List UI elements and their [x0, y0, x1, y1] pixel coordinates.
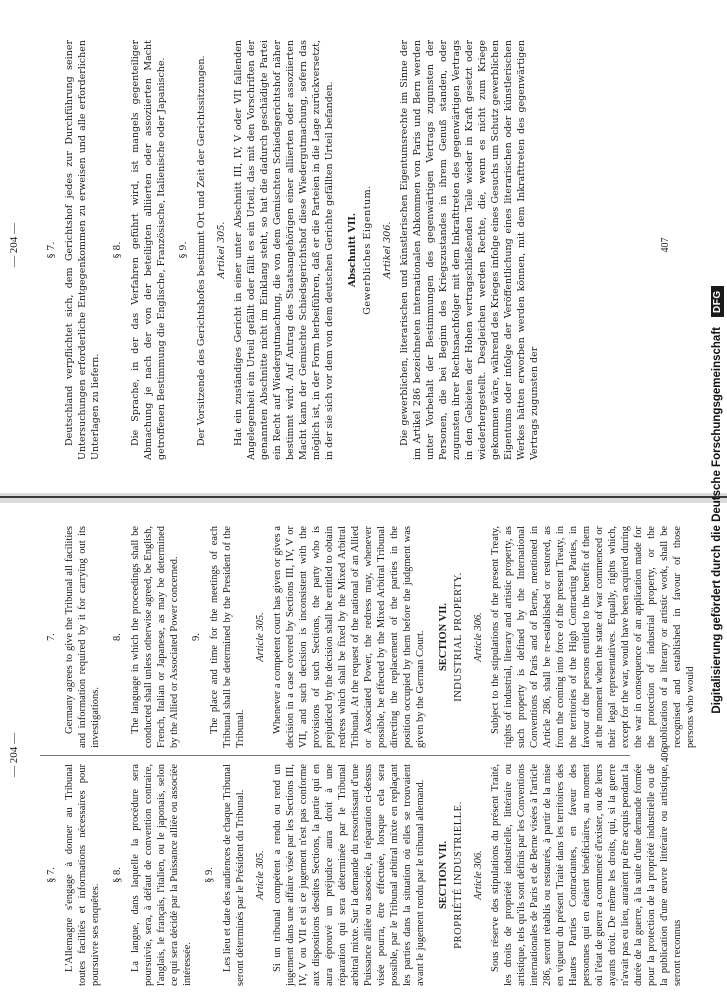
de-section-title: Abschnitt VII.: [347, 212, 358, 288]
en-s9-text: The place and time for the meetings of each Tribunal shall be determined by the President of the Tribunal.: [209, 526, 246, 748]
en-art306-heading: Article 306.: [473, 612, 484, 662]
en-art306-text: Subject to the stipulations of the present Treaty, rights of industrial, literary and artistic property, as such property is defined by the International Conventions of Paris and of Berne, mentioned in Article 286, shall be re-established or restored, as from the coming into force of the present Treaty, in the territories of the High Contracting Parties, in favour of the persons entitled to the benefit of them at the moment when the state of war commenced or their legal representatives. Equally, rights which, except for the war, would have been acquired during the war in consequence of an application made for the protection of industrial property, or the publication of a literary or artistic work, shall be recognised and established in favour of those persons who would: [490, 526, 696, 748]
de-s7-text: Deutschland verpflichtet sich, dem Gerichtshof jedes zur Durchführung seiner Untersuchungen erforderliche Entgegenkommen zu erweisen und alle erforderlichen Unterlagen zu liefern.: [64, 40, 101, 460]
right-footer-number: 407: [660, 237, 671, 253]
de-s7-heading: § 7.: [46, 241, 57, 259]
fr-art305-text: Si un tribunal compétent a rendu ou rend un jugement dans une affaire visée par les Sections III, IV, V ou VII et si ce jugement n'est pas conforme aux dispositions desdites Sections, la partie qui en aura éprouvé un préjudice aura droit à une réparation qui sera déterminée par le Tribunal arbitral mixte. Sur la demande du ressortissant d'une Puissance alliée ou associée, la réparation ci-dessus visée pourra, être effectuée, lorsque cela sera possible, par le Tribunal arbitral mixte en replaçant les parties dans la situation où elles se trouvaient avant le jugement rendu par le tribunal allemand.: [272, 764, 426, 986]
english-column: [36, 526, 704, 748]
de-art305-text: Hat ein zuständiges Gericht in einer unter Abschnitt III, IV, V oder VII fallenden Angelegenheit ein Urteil gefällt oder fällt es ein Urteil, das mit den Vorschriften der genannten Abschnitte nicht im Einklang steht, so hat die dadurch geschädigte Partei ein Recht auf Wiedergutmachung, die von dem Gemischten Schiedsgerichtshof näher bestimmt wird. Auf Antrag des Staatsangehörigen einer alliierten oder assoziierten Macht kann der Gemischte Schiedsgerichtshof diese Wiedergutmachung, sofern das möglich ist, in der Form herbeiführen, daß er die Parteien in die Lage zurückversetzt, in der sie sich vor dem von dem deutschen Gerichte gefällten Urteil befanden.: [233, 40, 335, 460]
page-fold: [0, 496, 727, 498]
en-art305-heading: Article 305.: [255, 612, 266, 662]
de-art305-heading: Artikel 305.: [216, 221, 227, 279]
funding-credit: [707, 0, 727, 1000]
german-column: [36, 40, 548, 460]
left-page: [0, 510, 727, 1000]
left-page-number: — 204 —: [8, 733, 20, 777]
dfg-logo: DFG: [711, 286, 724, 317]
fr-s9-heading: § 9.: [204, 867, 215, 883]
right-page: [0, 0, 727, 490]
fr-s7-text: L'Allemagne s'engage à donner au Tribunal toutes facilités et informations nécessaires pour poursuivre ses enquêtes.: [64, 764, 101, 986]
de-s8-text: Die Sprache, in der das Verfahren geführt wird, ist mangels gegenteiliger Abmachung je nach der von der beteiligten alliierten oder assoziierten Macht getroffenen Bestimmung die Englische, Französische, Italienische oder Japanische.: [130, 40, 167, 460]
page-gutter: [0, 493, 727, 503]
de-s8-heading: § 8.: [112, 241, 123, 259]
de-art306-heading: Artikel 306.: [382, 221, 393, 279]
en-s8-text: The language in which the proceedings shall be conducted shall unless otherwise agreed, be English, French, Italian or Japanese, as may be determined by the Allied or Associated Power concerned.: [130, 526, 180, 748]
fr-art306-text: Sous réserve des stipulations du présent Traité, les droits de propriété industrielle, littéraire ou artistique, tels qu'ils sont définis par les Conventions internationales de Paris et de Berne visées à l'article 286, seront rétablis ou restaurés, à partir de la mise en vigueur du présent Traité dans les territoires des Hautes Parties Contractantes, en faveur des personnes qui en étaient bénéficiaires, au moment où l'état de guerre a commencé d'exister, ou de leurs ayants droit. De même les droits, qui, si la guerre n'avait pas eu lieu, auraient pu être acquis pendant la durée de la guerre, à la suite d'une demande formée pour la protection de la propriété industrielle ou de la publication d'une œuvre littéraire ou artistique, seront reconnus: [490, 764, 683, 986]
en-art305-text: Whenever a competent court has given or gives a decision in a case covered by Sections III, IV, V or VII, and such decision is inconsistent with the provisions of such Sections, the party who is prejudiced by the decision shall be entitled to obtain redress which shall be fixed by the Mixed Arbitral Tribunal. At the request of the national of an Allied or Associated Power, the redress may, whenever possible, be effected by the Mixed Arbitral Tribunal directing the replacement of the parties in the position occupied by them before the judgment was given by the German Court.: [272, 526, 426, 748]
en-s7-heading: 7.: [46, 633, 57, 641]
fr-art305-heading: Article 305.: [255, 850, 266, 900]
de-s9-heading: § 9.: [178, 241, 189, 259]
de-section-subtitle: Gewerbliches Eigentum.: [362, 185, 373, 315]
fr-art306-heading: Article 306.: [473, 850, 484, 900]
en-section-subtitle: INDUSTRIAL PROPERTY.: [453, 572, 464, 702]
fr-s7-heading: § 7.: [46, 867, 57, 883]
de-art306-text: Die gewerblichen, literarischen und künstlerischen Eigentumsrechte im Sinne der im Artikel 286 bezeichneten internationalen Abkommen von Paris und Bern werden unter Vorbehalt der Bestimmungen des gegenwärtigen Vertrags zugunsten der Personen, die bei Beginn des Kriegszustandes in ihrem Genuß standen, oder zugunsten ihrer Rechtsnachfolger mit dem Inkrafttreten des gegenwärtigen Vertrags in den Gebieten der Hohen vertragschließenden Teile wieder in Kraft gesetzt oder wiederhergestellt. Desgleichen werden Rechte, die, wenn es nicht zum Kriege gekommen wäre, während des Krieges infolge eines Gesuchs um Schutz gewerblichen Eigentums oder infolge der Veröffentlichung eines literarischen oder künstlerischen Werkes hätten erworben werden können, mit dem Inkrafttreten des gegenwärtigen Vertrags zugunsten der: [399, 40, 540, 460]
en-s8-heading: 8.: [112, 633, 123, 641]
fr-s8-text: La langue, dans laquelle la procédure sera poursuivie, sera, à défaut de convention contraire, l'anglais, le français, l'italien, ou le japonais, selon ce qui sera décidé par la Puissance alliée ou associée intéressée.: [130, 764, 193, 986]
en-s7-text: Germany agrees to give the Tribunal all facilities and information required by it for carrying out its investigations.: [64, 526, 101, 748]
funding-credit-text: Digitalisierung gefördert durch die Deutsche Forschungsgemeinschaft: [711, 327, 723, 714]
en-section-title: SECTION VII.: [438, 602, 449, 672]
fr-section-subtitle: PROPRIÉTÉ INDUSTRIELLE.: [453, 801, 464, 949]
right-page-number: — 204 —: [8, 223, 20, 267]
fr-s9-text: Les lieu et date des audiences de chaque Tribunal seront déterminés par le Président du Tribunal.: [222, 764, 246, 986]
column-divider: [40, 755, 630, 756]
french-column: [36, 764, 691, 986]
fr-s8-heading: § 8.: [112, 867, 123, 883]
fr-section-title: SECTION VII.: [438, 840, 449, 910]
de-s9-text: Der Vorsitzende des Gerichtshofes bestimmt Ort und Zeit der Gerichtssitzungen.: [196, 55, 207, 446]
left-footer-number: 406: [660, 747, 671, 763]
en-s9-heading: 9.: [191, 633, 202, 641]
